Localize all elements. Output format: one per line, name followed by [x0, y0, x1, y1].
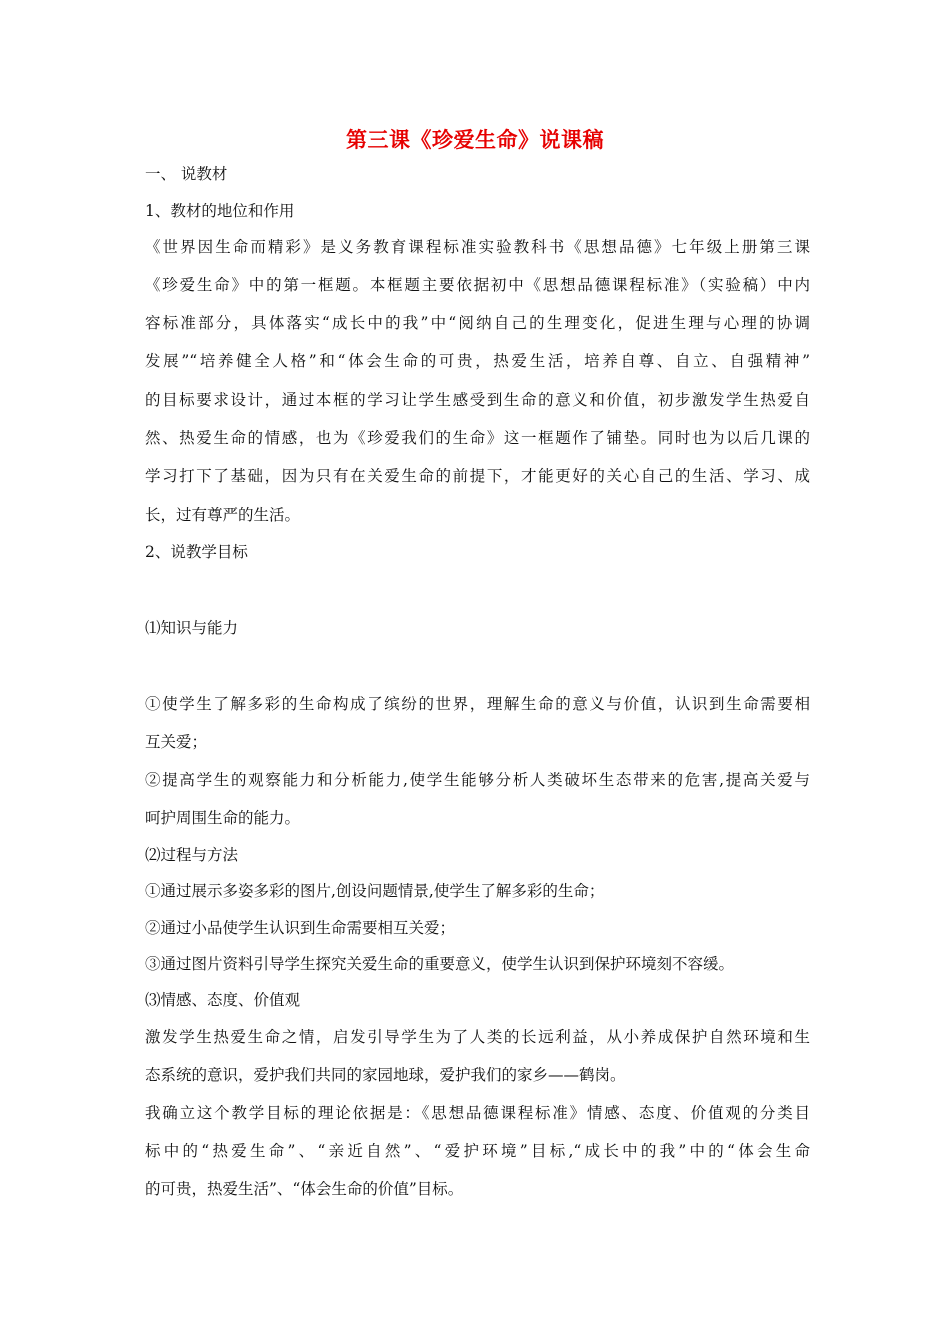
list-item: ③通过图片资料引导学生探究关爱生命的重要意义，使学生认识到保护环境刻不容缓。: [145, 955, 735, 973]
list-item-continuation: 呵护周围生命的能力。: [145, 809, 301, 827]
paragraph-line: 然、热爱生命的情感，也为《珍爱我们的生命》这一框题作了铺垫。同时也为以后几课的: [145, 429, 810, 447]
objective-heading: ⑵过程与方法: [145, 846, 239, 864]
subsection-heading: 1、教材的地位和作用: [145, 202, 295, 220]
objective-heading: ⑶情感、态度、价值观: [145, 991, 301, 1009]
paragraph-line: 《世界因生命而精彩》是义务教育课程标准实验教科书《思想品德》七年级上册第三课: [145, 238, 810, 256]
document-title: 第三课《珍爱生命》说课稿: [346, 127, 604, 152]
paragraph-line: 《珍爱生命》中的第一框题。本框题主要依据初中《思想品德课程标准》（实验稿）中内: [145, 276, 810, 294]
paragraph-line: 态系统的意识，爱护我们共同的家园地球，爱护我们的家乡——鹤岗。: [145, 1066, 626, 1084]
paragraph-line: 的可贵，热爱生活”、“体会生命的价值”目标。: [145, 1180, 464, 1198]
objective-heading: ⑴知识与能力: [145, 619, 239, 637]
paragraph-line: 的目标要求设计，通过本框的学习让学生感受到生命的意义和价值，初步激发学生热爱自: [145, 391, 810, 409]
subsection-heading: 2、说教学目标: [145, 543, 248, 561]
paragraph-line: 我确立这个教学目标的理论依据是：《思想品德课程标准》情感、态度、价值观的分类目: [145, 1104, 810, 1122]
list-item: ①使学生了解多彩的生命构成了缤纷的世界，理解生命的意义与价值，认识到生命需要相: [145, 695, 810, 713]
paragraph-line: 学习打下了基础，因为只有在关爱生命的前提下，才能更好的关心自己的生活、学习、成: [145, 467, 810, 485]
list-item: ①通过展示多姿多彩的图片,创设问题情景,使学生了解多彩的生命；: [145, 882, 605, 900]
section-heading: 一、 说教材: [145, 165, 228, 183]
paragraph-line: 长，过有尊严的生活。: [145, 506, 301, 524]
list-item: ②通过小品使学生认识到生命需要相互关爱；: [145, 919, 456, 937]
list-item-continuation: 互关爱；: [145, 733, 208, 751]
paragraph-line: 发展”“培养健全人格”和“体会生命的可贵，热爱生活，培养自尊、自立、自强精神”: [145, 352, 810, 370]
paragraph-line: 标中的“热爱生命”、“亲近自然”、“爱护环境”目标,“成长中的我”中的“体会生命: [145, 1142, 810, 1160]
list-item: ②提高学生的观察能力和分析能力,使学生能够分析人类破坏生态带来的危害,提高关爱与: [145, 771, 810, 789]
paragraph-line: 容标准部分，具体落实“成长中的我”中“阅纳自己的生理变化，促进生理与心理的协调: [145, 314, 810, 332]
paragraph-line: 激发学生热爱生命之情，启发引导学生为了人类的长远利益，从小养成保护自然环境和生: [145, 1028, 810, 1046]
